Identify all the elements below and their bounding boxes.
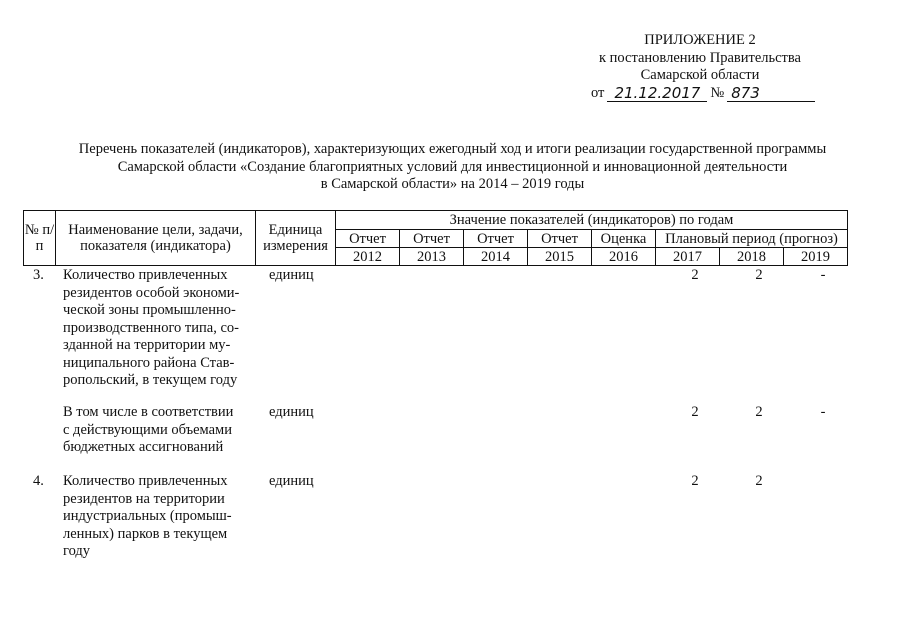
annex-title: ПРИЛОЖЕНИЕ 2	[644, 32, 756, 48]
row-indicator-name: В том числе в соответствии с действующими объемами бюджетных ассигнований	[63, 404, 234, 455]
row-unit: единиц	[269, 267, 314, 283]
row-value-2018: 2	[755, 404, 763, 420]
row-value-2018: 2	[755, 473, 763, 489]
row-indicator-name: Количество привлеченных резидентов на территории индустриальных (промыш- ленных) парков в текущем году	[63, 473, 232, 559]
heading-line-2: Самарской области «Создание благоприятных условий для инвестиционной и инновационной деятельности	[117, 158, 788, 175]
row-value-2019: -	[820, 267, 826, 283]
year-2017: 2017	[656, 248, 720, 266]
row-value-2018: 2	[755, 267, 763, 283]
row-unit: единиц	[269, 473, 314, 489]
col-header-report-2013: Отчет	[400, 230, 464, 248]
col-header-number: № п/п	[24, 211, 56, 266]
annex-date-line	[588, 85, 830, 103]
row-value-2017: 2	[691, 473, 699, 489]
row-value-2019: -	[820, 404, 826, 420]
row-value-2017: 2	[691, 267, 699, 283]
year-2014: 2014	[464, 248, 528, 266]
col-header-values: Значение показателей (индикаторов) по годам	[336, 211, 848, 230]
date-prefix: от	[591, 84, 605, 101]
annex-line-1: к постановлению Правительства	[599, 49, 801, 66]
col-header-report-2012: Отчет	[336, 230, 400, 248]
col-header-name: Наименование цели, задачи, показателя (индикатора)	[56, 211, 256, 266]
row-indicator-name: Количество привлеченных резидентов особой экономи- ческой зоны промышленно- производственного типа, со- зданной на территории му- ниципального района Став- ропольский, в текущем году	[63, 267, 240, 388]
row-value-2017: 2	[691, 404, 699, 420]
annex-block	[570, 32, 830, 102]
row-number: 4.	[33, 473, 44, 489]
row-unit: единиц	[269, 404, 314, 420]
heading-line-3: в Самарской области» на 2014 – 2019 годы	[320, 176, 585, 192]
year-2013: 2013	[400, 248, 464, 266]
handwritten-number: 873	[727, 85, 815, 102]
col-header-estimate: Оценка	[592, 230, 656, 248]
col-header-report-2015: Отчет	[528, 230, 592, 248]
handwritten-date: 21.12.2017	[607, 85, 707, 102]
annex-line-2: Самарской области	[640, 67, 760, 83]
col-header-unit: Единица измерения	[256, 211, 336, 266]
col-header-plan: Плановый период (прогноз)	[656, 230, 848, 248]
year-2012: 2012	[336, 248, 400, 266]
indicators-table-header	[23, 210, 848, 266]
year-2019: 2019	[784, 248, 848, 266]
heading-line-1: Перечень показателей (индикаторов), характеризующих ежегодный ход и итоги реализации государственной программы	[78, 141, 827, 157]
year-2016: 2016	[592, 248, 656, 266]
row-number: 3.	[33, 267, 44, 283]
year-2018: 2018	[720, 248, 784, 266]
document-heading	[20, 141, 885, 194]
number-prefix: №	[710, 84, 725, 101]
year-2015: 2015	[528, 248, 592, 266]
col-header-report-2014: Отчет	[464, 230, 528, 248]
